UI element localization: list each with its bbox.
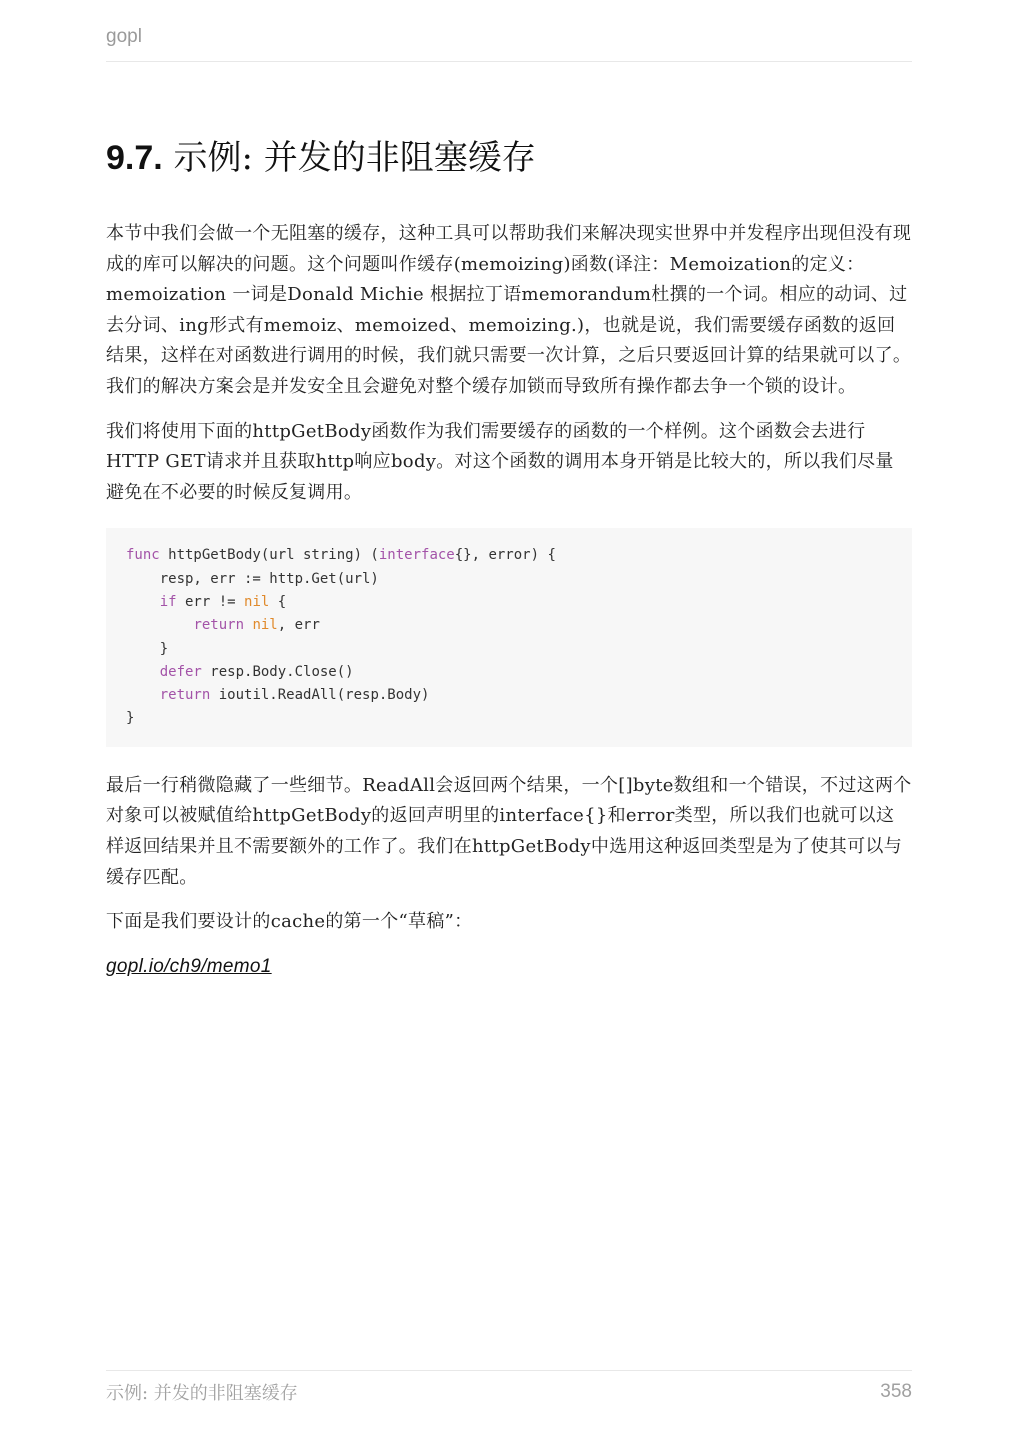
code-line <box>126 591 892 614</box>
code-text <box>126 594 160 610</box>
code-keyword: defer <box>159 663 202 680</box>
code-text: {}, error) { <box>454 547 556 564</box>
code-line <box>126 661 892 684</box>
code-text: httpGetBody(url string) ( <box>159 547 379 564</box>
source-link[interactable]: gopl.io/ch9/memo1 <box>106 955 272 977</box>
code-line <box>126 568 892 591</box>
code-text: { <box>269 593 287 610</box>
code-text: , err <box>277 617 320 634</box>
book-title: gopl <box>106 26 142 47</box>
paragraph-readall: 最后一行稍微隐藏了一些细节。ReadAll会返回两个结果，一个[]byte数组和一个错误，不过这两个对象可以被赋值给httpGetBody的返回声明里的interface{}和error类型，所以我们也就可以这样返回结果并且不需要额外的工作了。我们在httpGetBody中选用这种返回类型是为了使其可以与缓存匹配。 <box>106 774 912 888</box>
code-text: ioutil.ReadAll(resp.Body) <box>210 687 430 704</box>
code-line <box>126 614 892 637</box>
code-literal: nil <box>244 593 270 610</box>
code-keyword: return <box>193 617 245 634</box>
code-text <box>126 687 160 703</box>
code-block <box>106 528 912 746</box>
paragraph-cache-draft: 下面是我们要设计的cache的第一个“草稿”： <box>106 911 473 933</box>
paragraph-httpgetbody: 我们将使用下面的httpGetBody函数作为我们需要缓存的函数的一个样例。这个函数会去进行HTTP GET请求并且获取http响应body。对这个函数的调用本身开销是比较大的，所以我们尽量避免在不必要的时候反复调用。 <box>106 420 894 503</box>
main-content <box>106 130 912 996</box>
code-line <box>126 638 892 661</box>
code-literal: nil <box>252 617 278 634</box>
code-text: err != <box>176 593 245 610</box>
page-number: 358 <box>880 1381 912 1402</box>
footer-section-title: 示例: 并发的非阻塞缓存 <box>106 1383 298 1404</box>
code-text <box>126 617 193 633</box>
code-text: resp, err := http.Get(url) <box>126 570 379 587</box>
code-keyword: return <box>159 687 211 704</box>
page-header <box>106 24 912 62</box>
page-footer <box>106 1370 912 1405</box>
paragraph-intro: 本节中我们会做一个无阻塞的缓存，这种工具可以帮助我们来解决现实世界中并发程序出现但没有现成的库可以解决的问题。这个问题叫作缓存(memoizing)函数(译注：Memoization的定义： memoization 一词是Donald Michie 根据拉丁语memorandum杜撰的一个词。相应的动词、过去分词、ing形式有memoiz、memoized、memoizing.)，也就是说，我们需要缓存函数的返回结果，这样在对函数进行调用的时候，我们就只需要一次计算，之后只要返回计算的结果就可以了。我们的解决方案会是并发安全且会避免对整个缓存加锁而导致所有操作都去争一个锁的设计。 <box>106 223 912 397</box>
code-line <box>126 544 892 567</box>
code-keyword: func <box>126 547 160 564</box>
code-keyword: interface <box>378 547 455 564</box>
code-text: resp.Body.Close() <box>201 663 354 680</box>
code-line <box>126 707 892 730</box>
code-text <box>126 664 160 680</box>
code-keyword: if <box>159 593 177 610</box>
section-title: 示例: 并发的非阻塞缓存 <box>162 138 536 178</box>
code-text: } <box>126 640 169 657</box>
section-number: 9.7. <box>106 139 163 177</box>
section-heading <box>106 130 912 186</box>
code-text: } <box>126 710 135 727</box>
code-line <box>126 684 892 707</box>
